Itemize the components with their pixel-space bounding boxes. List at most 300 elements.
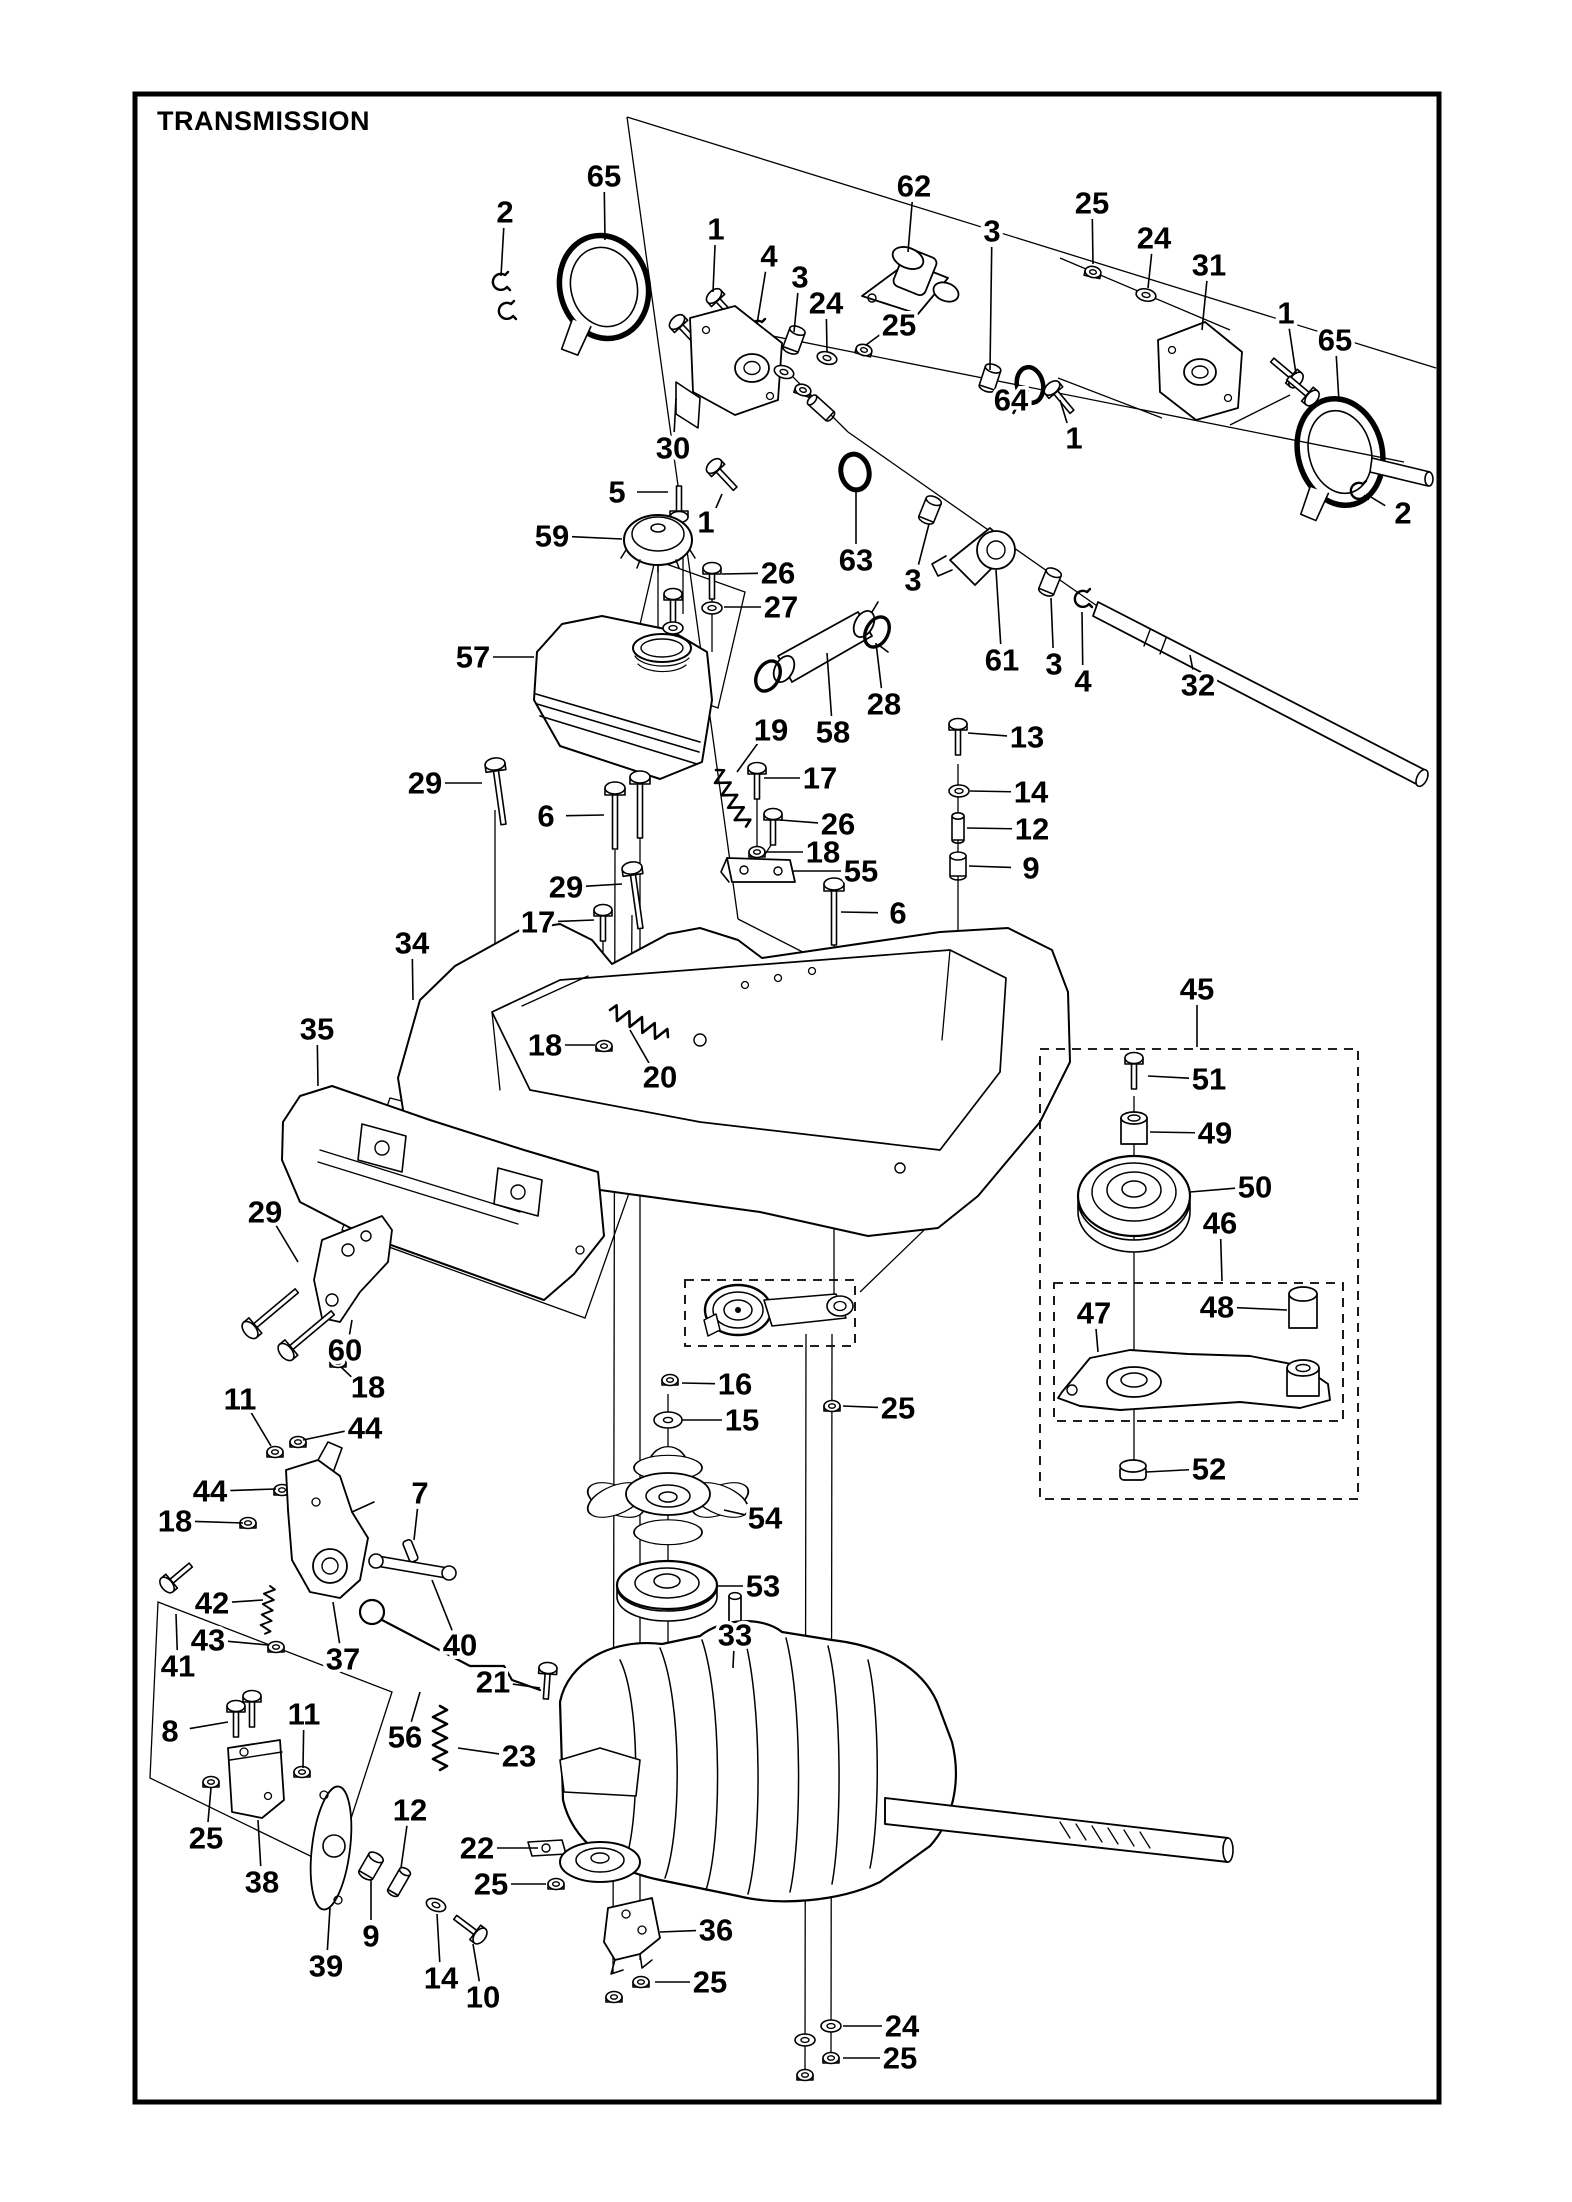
part-number-36: 36 [698, 1912, 734, 1948]
callout-49 [1150, 1116, 1232, 1151]
washer-14 [949, 785, 969, 797]
part-number-18: 18 [350, 1369, 386, 1405]
leader-line [733, 1651, 734, 1668]
callout-48 [1200, 1290, 1287, 1325]
part-number-25: 25 [881, 307, 917, 343]
callout-16 [682, 1367, 752, 1402]
part-number-6: 6 [537, 798, 555, 834]
leader-line [411, 1692, 420, 1722]
callout-7 [411, 1476, 428, 1541]
callout-22 [460, 1831, 538, 1866]
callout-51 [1148, 1062, 1226, 1097]
part-number-3: 3 [904, 562, 922, 598]
part-number-33: 33 [717, 1617, 753, 1653]
part-number-3: 3 [983, 213, 1001, 249]
part-number-12: 12 [1014, 811, 1050, 847]
cap-43 [268, 1642, 284, 1653]
callout-14 [970, 775, 1049, 810]
part-number-49: 49 [1197, 1115, 1233, 1151]
leader-line [780, 820, 818, 823]
leader-line [327, 1908, 330, 1950]
callout-12 [967, 812, 1049, 847]
part-pulley-53 [617, 1561, 717, 1621]
leader-line [1092, 219, 1093, 264]
part-number-40: 40 [442, 1627, 478, 1663]
callout-53 [716, 1569, 780, 1604]
part-pin-7 [402, 1539, 419, 1563]
callout-4 [1074, 612, 1092, 699]
bolt-6b [630, 771, 650, 838]
part-number-56: 56 [387, 1719, 423, 1755]
callout-25 [843, 2041, 917, 2076]
leader-line [866, 333, 882, 345]
callout-63 [839, 492, 873, 578]
part-number-62: 62 [896, 168, 932, 204]
part-number-9: 9 [1022, 850, 1040, 886]
part-number-1: 1 [697, 504, 715, 540]
part-band-clamp-left [535, 225, 661, 358]
part-number-28: 28 [866, 686, 902, 722]
part-number-25: 25 [1074, 185, 1110, 221]
spring-19 [710, 767, 752, 830]
callout-27 [724, 590, 798, 625]
part-number-37: 37 [325, 1641, 361, 1677]
part-number-23: 23 [501, 1738, 537, 1774]
callout-52 [1146, 1452, 1226, 1487]
bolt-29a [484, 757, 513, 826]
callout-25 [189, 1788, 223, 1856]
part-oring-63 [838, 451, 873, 492]
bolt-17b [594, 905, 612, 942]
callout-50 [1190, 1170, 1272, 1205]
leader-line [458, 1748, 499, 1754]
part-number-24: 24 [884, 2008, 920, 2044]
callout-25 [843, 1391, 915, 1426]
part-plate-31 [1158, 322, 1242, 420]
callout-3 [983, 214, 1000, 371]
callout-17 [764, 761, 837, 796]
leader-line [826, 319, 827, 352]
part-bracket-38 [228, 1740, 284, 1818]
washer-24b2 [795, 2034, 815, 2046]
nut-11b [294, 1767, 310, 1778]
part-number-25: 25 [692, 1964, 728, 2000]
callout-29 [549, 870, 622, 905]
spring-42 [260, 1585, 275, 1634]
callout-29 [248, 1195, 298, 1263]
bolt-10 [450, 1910, 490, 1946]
part-idler-arm-47 [1058, 1350, 1330, 1410]
callout-45 [1180, 972, 1214, 1048]
bolt-41 [157, 1558, 197, 1595]
callout-60 [328, 1320, 362, 1368]
spacer-12b [386, 1866, 412, 1898]
part-clutch [704, 1285, 853, 1336]
nut-16 [662, 1375, 678, 1386]
callout-56 [388, 1692, 422, 1755]
spacer [806, 393, 837, 422]
callout-24 [843, 2009, 920, 2044]
nut [794, 382, 813, 397]
bushing-9b [357, 1850, 385, 1882]
callout-34 [395, 926, 430, 1001]
part-number-64: 64 [993, 382, 1029, 418]
part-number-52: 52 [1191, 1451, 1227, 1487]
callout-26 [722, 556, 795, 591]
callout-1 [707, 212, 724, 293]
part-washer-15 [654, 1412, 682, 1428]
spacer-12 [952, 813, 964, 843]
leader-line [276, 1225, 298, 1262]
part-number-9: 9 [362, 1918, 380, 1954]
leader-line [908, 202, 912, 252]
leader-line [713, 245, 715, 292]
callout-10 [466, 1944, 500, 2015]
part-number-3: 3 [1045, 646, 1063, 682]
leader-line [317, 1045, 318, 1086]
callout-11 [224, 1382, 271, 1447]
leader-line [473, 1944, 479, 1981]
nut-18b [596, 1041, 612, 1052]
leader-line [432, 1580, 452, 1630]
part-number-34: 34 [394, 925, 430, 961]
callout-61 [985, 570, 1019, 678]
part-number-15: 15 [724, 1402, 760, 1438]
part-shift-support-62 [862, 243, 961, 314]
part-number-38: 38 [244, 1864, 280, 1900]
part-spacer-48 [1289, 1287, 1317, 1328]
callout-9 [362, 1880, 379, 1954]
leader-line [1366, 494, 1385, 506]
callout-64 [994, 383, 1029, 418]
nut-25h [797, 2070, 813, 2081]
part-number-30: 30 [655, 430, 691, 466]
part-number-18: 18 [805, 834, 841, 870]
part-number-4: 4 [760, 238, 778, 274]
leader-line [876, 643, 881, 688]
callout-4 [757, 239, 778, 325]
callout-23 [458, 1739, 536, 1774]
leader-line [1237, 1308, 1287, 1310]
leader-line [176, 1614, 177, 1650]
callout-2 [496, 195, 513, 277]
leader-line [232, 1600, 263, 1602]
leader-line [566, 815, 604, 816]
leader-line [1289, 329, 1296, 374]
leader-line [1221, 1239, 1222, 1281]
bolt-29c [239, 1283, 303, 1341]
part-number-35: 35 [299, 1011, 335, 1047]
callout-6 [841, 896, 907, 931]
part-cap-52 [1120, 1460, 1146, 1480]
part-number-26: 26 [820, 806, 856, 842]
part-transaxle-33 [560, 1593, 1233, 1902]
part-number-17: 17 [802, 760, 838, 796]
bolt-26b [664, 589, 682, 626]
nut-18 [749, 847, 765, 858]
callout-65 [1318, 323, 1352, 403]
part-number-18: 18 [527, 1027, 563, 1063]
part-number-25: 25 [473, 1866, 509, 1902]
part-number-25: 25 [880, 1390, 916, 1426]
part-number-39: 39 [308, 1948, 344, 1984]
part-number-24: 24 [1136, 220, 1172, 256]
clip-2-right [1351, 481, 1368, 499]
leader-line [827, 653, 831, 716]
callout-2 [1366, 494, 1412, 531]
part-number-4: 4 [1074, 663, 1092, 699]
leader-line [1082, 612, 1083, 665]
nut-25g [606, 1992, 622, 2003]
part-number-24: 24 [808, 285, 844, 321]
callout-47 [1077, 1296, 1111, 1353]
part-lever-37 [286, 1442, 374, 1598]
washer-14b [425, 1896, 448, 1914]
leader-line [401, 1826, 407, 1868]
leader-line [968, 733, 1007, 736]
callout-37 [326, 1602, 360, 1677]
nut-11 [267, 1447, 283, 1458]
leader-line [303, 1431, 345, 1440]
washer-24c [821, 2020, 841, 2032]
callout-11 [288, 1697, 321, 1769]
part-number-19: 19 [753, 712, 789, 748]
callout-3 [791, 260, 808, 333]
part-number-22: 22 [459, 1830, 495, 1866]
washer-27 [702, 602, 722, 614]
callout-1 [697, 494, 722, 540]
callout-35 [300, 1012, 334, 1087]
callout-18 [341, 1367, 385, 1405]
part-number-29: 29 [548, 869, 584, 905]
washer-27b [663, 622, 683, 634]
part-number-13: 13 [1009, 719, 1045, 755]
part-number-14: 14 [1013, 774, 1049, 810]
part-number-31: 31 [1191, 247, 1227, 283]
callout-1 [1277, 296, 1296, 375]
part-number-42: 42 [194, 1585, 230, 1621]
part-plate-39 [305, 1784, 358, 1912]
callout-13 [968, 720, 1044, 755]
part-number-29: 29 [247, 1194, 283, 1230]
spring-23 [433, 1706, 447, 1770]
screw-51 [1125, 1053, 1143, 1090]
bolt-6c [824, 878, 844, 945]
leader-line [414, 1509, 417, 1540]
part-number-54: 54 [747, 1500, 783, 1536]
nut-25-stud [824, 1401, 840, 1412]
part-number-50: 50 [1237, 1169, 1273, 1205]
leader-line [501, 228, 504, 276]
leader-line [716, 494, 722, 508]
part-number-57: 57 [455, 639, 491, 675]
leader-line [572, 537, 622, 539]
part-number-7: 7 [411, 1475, 429, 1511]
leader-line [303, 1730, 304, 1768]
callout-39 [309, 1908, 343, 1984]
part-shaft-32 [1093, 602, 1430, 788]
leader-line [1096, 1329, 1098, 1352]
bolt-26 [703, 563, 721, 600]
part-number-25: 25 [188, 1820, 224, 1856]
clip-2b [499, 301, 516, 319]
leader-line [586, 884, 622, 886]
part-number-47: 47 [1076, 1295, 1112, 1331]
callout-12 [393, 1793, 427, 1869]
leader-line [558, 920, 594, 921]
part-number-12: 12 [392, 1792, 428, 1828]
leader-line [230, 1489, 276, 1491]
leader-line [190, 1722, 228, 1729]
part-number-27: 27 [763, 589, 799, 625]
part-tank-57 [534, 616, 712, 779]
callout-25 [866, 308, 916, 346]
part-number-29: 29 [407, 765, 443, 801]
callout-6 [537, 799, 604, 834]
part-number-14: 14 [423, 1960, 459, 1996]
leader-line [990, 247, 992, 370]
part-number-2: 2 [496, 194, 514, 230]
callout-25 [1075, 186, 1109, 265]
leader-line [258, 1820, 261, 1866]
part-number-41: 41 [160, 1648, 196, 1684]
part-number-21: 21 [475, 1664, 511, 1700]
part-number-48: 48 [1199, 1289, 1235, 1325]
callout-29 [408, 766, 482, 801]
washer-24 [816, 350, 838, 367]
part-number-44: 44 [192, 1473, 228, 1509]
leader-line [722, 573, 758, 574]
leader-line [604, 192, 605, 240]
part-number-45: 45 [1179, 971, 1215, 1007]
leader-line [970, 791, 1011, 792]
bolt-13 [949, 719, 967, 756]
leader-line [660, 1931, 696, 1932]
callout-28 [867, 643, 901, 722]
leader-line [1336, 356, 1339, 402]
part-number-2: 2 [1394, 495, 1412, 531]
callout-57 [456, 640, 534, 675]
callout-14 [424, 1914, 459, 1996]
part-number-11: 11 [223, 1381, 257, 1417]
leader-line [412, 959, 413, 1000]
callout-58 [816, 653, 850, 750]
bushing-3d [1037, 566, 1062, 598]
nut-25c [203, 1777, 219, 1788]
leader-line [1146, 1470, 1189, 1472]
leader-line [1150, 1132, 1195, 1133]
nut-44 [290, 1437, 306, 1448]
part-number-63: 63 [838, 542, 874, 578]
leader-line [996, 570, 1001, 644]
callout-25 [474, 1867, 546, 1902]
part-number-18: 18 [157, 1503, 193, 1539]
callout-31 [1192, 248, 1226, 331]
part-number-60: 60 [327, 1332, 363, 1368]
callout-3 [904, 524, 929, 598]
leader-line [1190, 1188, 1235, 1192]
part-number-32: 32 [1180, 667, 1216, 703]
part-number-3: 3 [791, 259, 809, 295]
leader-line [1148, 1076, 1189, 1078]
bolt-8 [227, 1701, 245, 1738]
part-number-44: 44 [347, 1410, 383, 1446]
part-number-65: 65 [1317, 322, 1353, 358]
part-number-6: 6 [889, 895, 907, 931]
callout-44 [193, 1474, 276, 1509]
part-bracket-60 [314, 1216, 392, 1322]
leader-line [757, 272, 766, 324]
nut-25d [548, 1879, 564, 1890]
part-number-1: 1 [707, 211, 725, 247]
bolt-17 [748, 763, 766, 800]
leader-line [1051, 598, 1053, 648]
part-number-25: 25 [882, 2040, 918, 2076]
callout-46 [1203, 1206, 1237, 1282]
leader-line [333, 1602, 340, 1643]
callout-9 [969, 851, 1040, 886]
page-title: TRANSMISSION [157, 106, 371, 136]
part-number-55: 55 [843, 853, 879, 889]
leader-line [843, 1406, 878, 1407]
leader-line [251, 1412, 271, 1446]
part-number-1: 1 [1065, 420, 1083, 456]
part-number-16: 16 [717, 1366, 753, 1402]
part-tank-cap-59 [621, 515, 695, 572]
part-yoke-61 [932, 528, 1015, 585]
part-bracket-55 [721, 858, 795, 882]
callout-24 [809, 286, 844, 353]
callout-15 [682, 1403, 759, 1438]
callout-18 [158, 1504, 243, 1539]
callout-44 [303, 1411, 383, 1446]
bushing-3c [917, 494, 942, 526]
callout-3 [1045, 598, 1062, 682]
part-number-8: 8 [161, 1713, 179, 1749]
nut-25e [633, 1977, 649, 1988]
bolt-1e [704, 456, 742, 495]
leader-line [195, 1521, 243, 1523]
leader-line [969, 866, 1011, 867]
leader-line [682, 1383, 715, 1384]
leader-line [918, 524, 929, 565]
leader-line [437, 1914, 440, 1962]
leader-line [674, 398, 676, 432]
part-number-10: 10 [465, 1979, 501, 2015]
part-plate-30 [676, 306, 782, 428]
part-number-43: 43 [190, 1622, 226, 1658]
nut-25b [1084, 265, 1102, 279]
part-number-26: 26 [760, 555, 796, 591]
part-number-5: 5 [608, 474, 626, 510]
part-fan-54 [577, 1447, 758, 1545]
callout-25 [655, 1965, 727, 2000]
part-number-53: 53 [745, 1568, 781, 1604]
part-number-20: 20 [642, 1059, 678, 1095]
callout-65 [587, 159, 621, 241]
callout-8 [161, 1714, 228, 1749]
leader-line [1148, 254, 1152, 288]
callout-21 [476, 1665, 540, 1700]
bolt-21 [537, 1662, 558, 1700]
callout-59 [535, 519, 622, 554]
callout-42 [195, 1586, 263, 1621]
callout-36 [660, 1913, 733, 1948]
leader-line [967, 828, 1012, 829]
part-number-1: 1 [1277, 295, 1295, 331]
leader-line [841, 912, 878, 913]
part-bushing-49 [1121, 1112, 1147, 1144]
